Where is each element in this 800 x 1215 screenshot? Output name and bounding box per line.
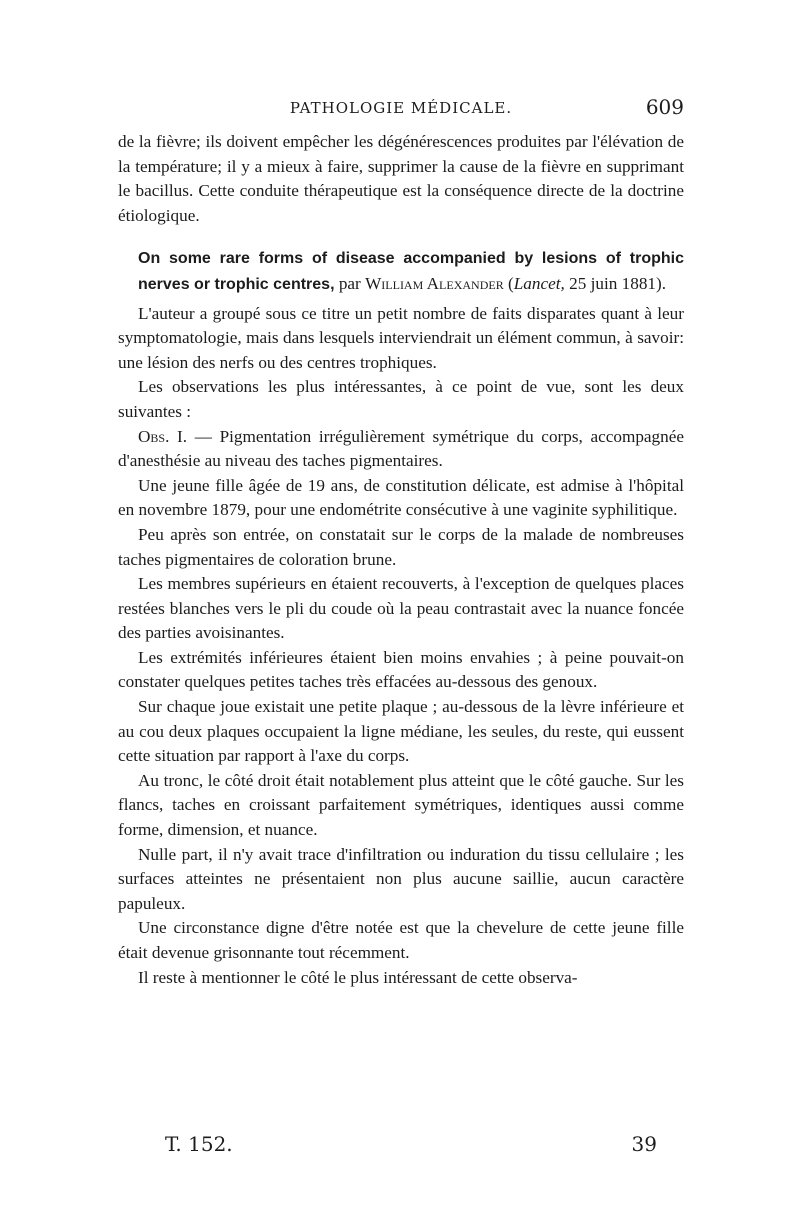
paragraph: Nulle part, il n'y avait trace d'infiltration ou induration du tissu cellulaire ; les surfaces atteintes ne présentaient non plus aucune saillie, aucun caractère papuleux.: [118, 844, 684, 913]
gathering-number: 39: [631, 1132, 657, 1156]
paragraph: Les observations les plus intéressantes, à ce point de vue, sont les deux suivantes :: [118, 377, 684, 421]
paragraph: Une circonstance digne d'être notée est que la chevelure de cette jeune fille était devenue grisonnante tout récemment.: [118, 918, 684, 962]
observation-title: Pigmentation irrégulièrement symétrique du corps, accompagnée d'anesthésie au niveau des taches pigmentaires.: [118, 426, 685, 471]
article-title-par: par: [338, 273, 361, 293]
printer-signature: T. 152.: [165, 1132, 233, 1156]
article-date: 25 juin 1881).: [569, 273, 667, 293]
observation-heading: [118, 425, 684, 474]
paragraph: Les extrémités inférieures étaient bien moins envahies ; à peine pouvait-on constater quelques petites taches très effacées au-dessous des genoux.: [118, 647, 684, 692]
paragraph: Une jeune fille âgée de 19 ans, de constitution délicate, est admise à l'hôpital en novembre 1879, pour une endométrite consécutive à une vaginite syphilitique.: [118, 475, 684, 520]
page-header: [118, 95, 684, 125]
page-footer: [165, 1132, 657, 1162]
article-author: William Alexander: [365, 273, 504, 293]
running-head: PATHOLOGIE MÉDICALE.: [289, 99, 513, 117]
article-title: On some rare forms of disease accompanied by lesions of trophic nerves or trophic centres, par William Alexander (Lancet, 25 juin 1881).: [138, 250, 684, 293]
paragraph: L'auteur a groupé sous ce titre un petit nombre de faits disparates quant à leur symptomatologie, mais dans lesquels interviendrait un élément commun, à savoir: une lésion des nerfs ou des centres trophiques.: [118, 303, 684, 372]
paragraph: Sur chaque joue existait une petite plaque ; au-dessous de la lèvre inférieure et au cou deux plaques occupaient la ligne médiane, les seules, du reste, qui eussent cette situation par rapport à l'axe du corps.: [118, 697, 684, 766]
paragraph: Il reste à mentionner le côté le plus intéressant de cette observa-: [138, 967, 578, 987]
paragraph: de la fièvre; ils doivent empêcher les dégénérescences produites par l'élévation de la température; il y a mieux à faire, supprimer la cause de la fièvre en supprimant le bacillus. Cette conduite thérapeutique est la conséquence directe de la doctrine étiologique.: [118, 132, 684, 225]
article-journal: Lancet,: [513, 273, 565, 293]
observation-label: Obs. I. —: [138, 426, 212, 446]
paragraph: Les membres supérieurs en étaient recouverts, à l'exception de quelques places restées blanches vers le pli du coude où la peau contrastait avec la nuance foncée des parties avoisinantes.: [118, 574, 684, 643]
article-title-english: On some rare forms of disease accompanied by lesions of trophic nerves or trophic centres,: [138, 250, 684, 293]
paragraph: Peu après son entrée, on constatait sur le corps de la malade de nombreuses taches pigmentaires de coloration brune.: [118, 524, 684, 569]
page-number: 609: [645, 95, 684, 119]
paragraph: Au tronc, le côté droit était notablement plus atteint que le côté gauche. Sur les flancs, taches en croissant parfaitement symétriques, identiques aussi comme forme, dimension, et nuance.: [118, 770, 684, 840]
page-body: [118, 130, 684, 990]
